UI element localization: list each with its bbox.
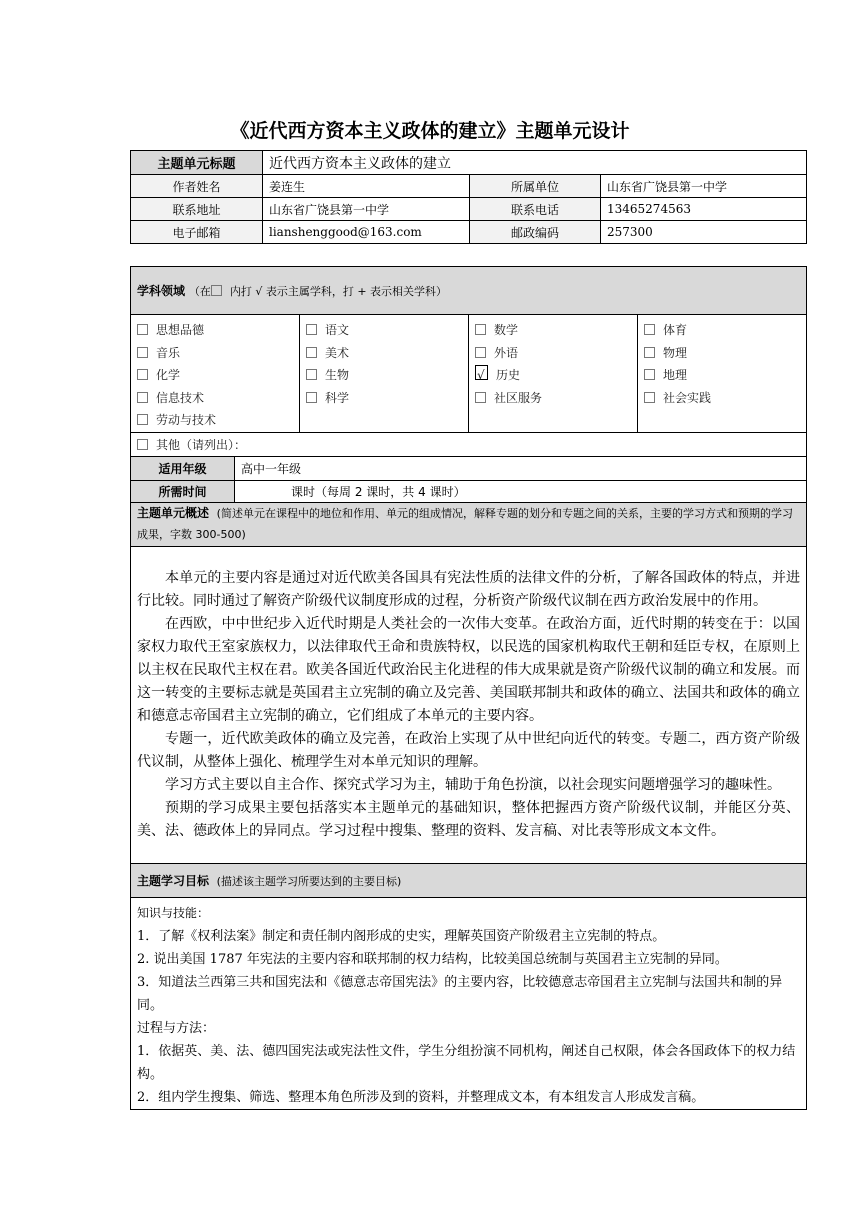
overview-paragraph: 本单元的主要内容是通过对近代欧美各国具有宪法性质的法律文件的分析，了解各国政体的特点，并进行比较。同时通过了解资产阶级代议制度形成的过程，分析资产阶级代议制在西方政治发展中的作用。 <box>137 569 801 609</box>
author-value: 姜连生 <box>263 175 470 198</box>
subject-item[interactable]: 生物 <box>306 364 462 387</box>
overview-paragraph: 学习方式主要以自主合作、探究式学习为主，辅助于角色扮演，以社会现实问题增强学习的趣味性。 <box>165 776 781 793</box>
checkbox-icon[interactable] <box>475 392 486 403</box>
checkbox-icon[interactable] <box>644 347 655 358</box>
overview-paragraph: 预期的学习成果主要包括落实本主题单元的基础知识，整体把握西方资产阶级代议制，并能区分英、美、法、德政体上的异同点。学习过程中搜集、整理的资料、发言稿、对比表等形成文本文件。 <box>137 799 801 839</box>
checkbox-icon[interactable] <box>306 392 317 403</box>
subject-item[interactable]: 社区服务 <box>475 387 631 410</box>
author-label: 作者姓名 <box>131 175 263 198</box>
subject-item[interactable]: 思想品德 <box>137 319 293 342</box>
phone-label: 联系电话 <box>470 198 601 221</box>
subject-column-4 <box>638 315 807 433</box>
checkbox-icon[interactable] <box>137 414 148 425</box>
checkbox-icon[interactable] <box>644 369 655 380</box>
goal-item: 知识与技能： <box>137 905 210 920</box>
subject-item[interactable]: 信息技术 <box>137 387 293 410</box>
checkbox-icon[interactable] <box>137 324 148 335</box>
org-value: 山东省广饶县第一中学 <box>601 175 807 198</box>
subject-item[interactable]: 美术 <box>306 342 462 365</box>
goal-item: 2．组内学生搜集、筛选、整理本角色所涉及到的资料，并整理成文本，有本组发言人形成发言稿。 <box>137 1089 705 1105</box>
time-per-week: 2 <box>354 484 363 499</box>
goal-item: 1．依据英、美、法、德四国宪法或宪法性文件，学生分组扮演不同机构，阐述自己权限，体会各国政体下的权力结构。 <box>137 1043 796 1082</box>
checkbox-icon[interactable] <box>137 392 148 403</box>
checkbox-icon[interactable] <box>475 347 486 358</box>
checkbox-icon <box>211 285 222 296</box>
document-title: 《近代西方资本主义政体的建立》主题单元设计 <box>230 120 630 142</box>
goals-body <box>131 897 807 1109</box>
checked-checkbox-icon[interactable] <box>475 365 488 380</box>
subject-item[interactable]: 体育 <box>644 319 800 342</box>
postcode-value: 257300 <box>601 221 807 244</box>
phone-value: 13465274563 <box>601 198 807 221</box>
checkbox-icon[interactable] <box>137 347 148 358</box>
overview-paragraph: 在西欧，中中世纪步入近代时期是人类社会的一次伟大变革。在政治方面，近代时期的转变在于：以国家权力取代王室家族权力，以法律取代王命和贵族特权，以民选的国家机构取代王朝和廷臣专权，在原则上以主权在民取代主权在君。欧美各国近代政治民主化进程的伟大成果就是资产阶级代议制的确立和发展。而这一转变的主要标志就是英国君主立宪制的确立及完善、美国联邦制共和政体的确立、法国共和政体的确立和德意志帝国君主立宪制的确立，它们组成了本单元的主要内容。 <box>137 615 801 724</box>
overview-header <box>131 502 807 546</box>
info-table <box>130 150 807 244</box>
time-total: 4 <box>418 484 426 499</box>
overview-body <box>131 546 807 863</box>
checkbox-icon[interactable] <box>306 369 317 380</box>
subject-note-suffix: 内打 √ 表示主属学科，打 + 表示相关学科） <box>229 285 448 298</box>
email-value: lianshenggood@163.com <box>263 221 470 244</box>
subject-item-checked[interactable]: √历史 <box>475 364 631 387</box>
subject-column-1 <box>131 315 300 433</box>
main-table <box>130 266 807 1110</box>
subject-item[interactable]: 劳动与技术 <box>137 409 293 432</box>
address-value: 山东省广饶县第一中学 <box>263 198 470 221</box>
goal-item: 1．了解《权利法案》制定和责任制内阁形成的史实，理解英国资产阶级君主立宪制的特点。 <box>137 928 666 944</box>
subject-note-prefix: （在 <box>188 285 211 298</box>
postcode-label: 邮政编码 <box>470 221 601 244</box>
subject-item[interactable]: 数学 <box>475 319 631 342</box>
unit-title-label: 主题单元标题 <box>131 151 263 175</box>
subject-label: 学科领域 <box>137 284 186 298</box>
subject-other-row <box>131 432 807 456</box>
checkbox-icon[interactable] <box>137 439 148 450</box>
checkbox-icon[interactable] <box>644 392 655 403</box>
subject-column-2 <box>300 315 469 433</box>
address-label: 联系地址 <box>131 198 263 221</box>
goal-item: 3．知道法兰西第三共和国宪法和《德意志帝国宪法》的主要内容，比较德意志帝国君主立宪制与法国共和制的异同。 <box>137 974 783 1013</box>
overview-note: (简述单元在课程中的地位和作用、单元的组成情况，解释专题的划分和专题之间的关系，主要的学习方式和预期的学习成果，字数 300-500) <box>137 507 793 541</box>
time-label: 所需时间 <box>131 480 235 502</box>
overview-label: 主题单元概述 <box>137 506 210 520</box>
overview-paragraph: 专题一，近代欧美政体的确立及完善，在政治上实现了从中世纪向近代的转变。专题二，西方资产阶级代议制，从整体上强化、梳理学生对本单元知识的理解。 <box>137 730 801 770</box>
time-value: 课时（每周 2 课时，共 4 课时） <box>235 480 807 502</box>
goal-item: 2. 说出美国 1787 年宪法的主要内容和联邦制的权力结构，比较美国总统制与英国君主立宪制的异同。 <box>137 951 728 967</box>
subject-item[interactable]: 地理 <box>644 364 800 387</box>
checkbox-icon[interactable] <box>137 369 148 380</box>
subject-item[interactable]: 科学 <box>306 387 462 410</box>
subject-other-label: 其他（请列出）： <box>156 437 247 452</box>
subject-header <box>131 267 807 315</box>
email-label: 电子邮箱 <box>131 221 263 244</box>
subject-column-3 <box>469 315 638 433</box>
unit-title-value: 近代西方资本主义政体的建立 <box>263 151 807 175</box>
goals-note: (描述该主题学习所要达到的主要目标) <box>216 874 402 888</box>
subject-item[interactable]: 音乐 <box>137 342 293 365</box>
goals-header <box>131 863 807 897</box>
subject-item[interactable]: 语文 <box>306 319 462 342</box>
checkbox-icon[interactable] <box>306 347 317 358</box>
checkbox-icon[interactable] <box>644 324 655 335</box>
subject-item[interactable]: 社会实践 <box>644 387 800 410</box>
subject-item[interactable]: 外语 <box>475 342 631 365</box>
subject-item[interactable]: 化学 <box>137 364 293 387</box>
grade-label: 适用年级 <box>131 456 235 480</box>
checkbox-icon[interactable] <box>306 324 317 335</box>
subject-item[interactable]: 物理 <box>644 342 800 365</box>
goal-item: 过程与方法： <box>137 1020 216 1036</box>
goals-label: 主题学习目标 <box>137 873 210 888</box>
grade-value: 高中一年级 <box>235 456 807 480</box>
org-label: 所属单位 <box>470 175 601 198</box>
checkbox-icon[interactable] <box>475 324 486 335</box>
